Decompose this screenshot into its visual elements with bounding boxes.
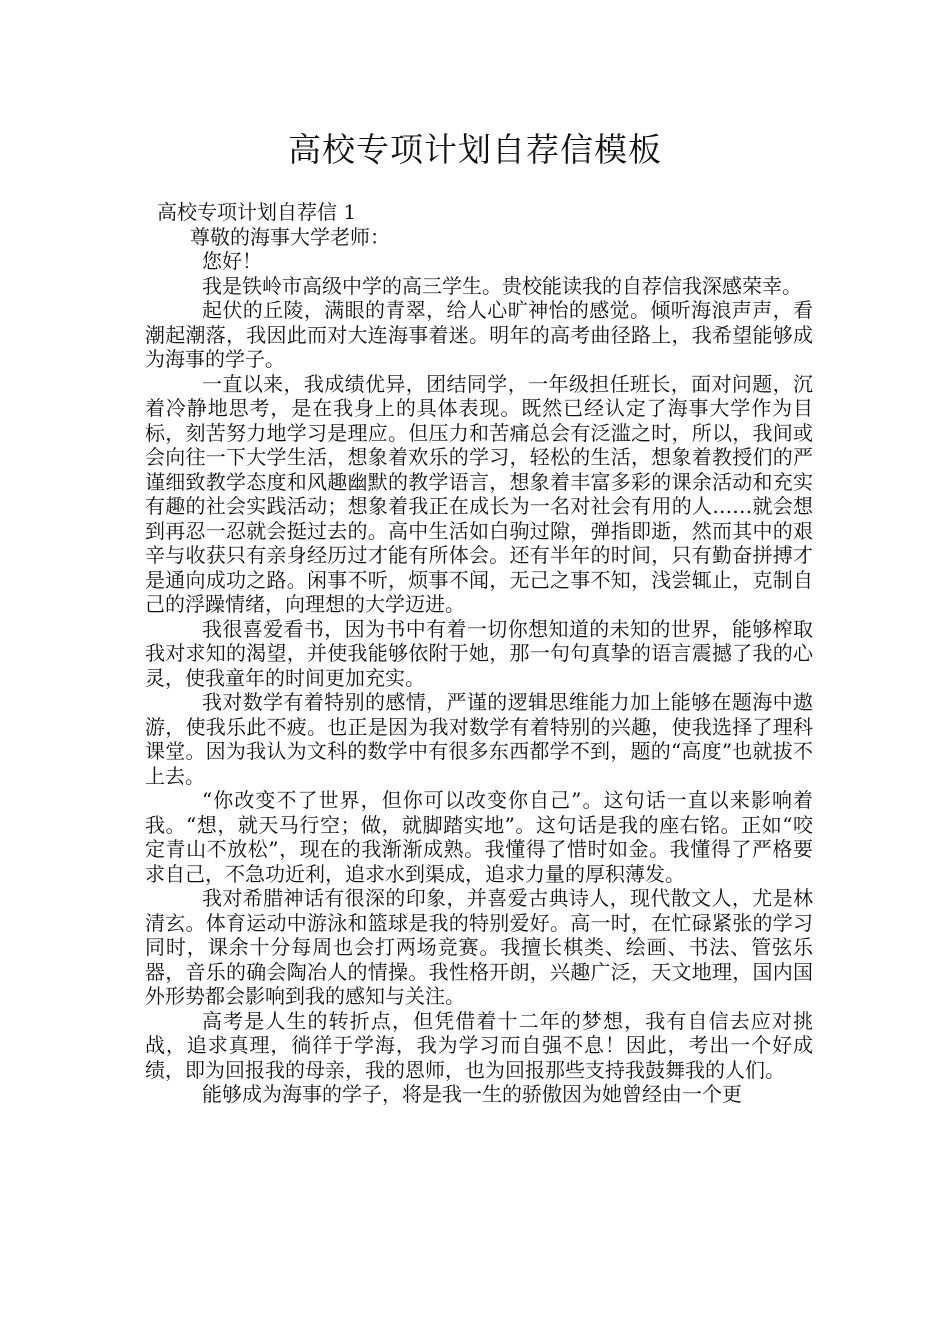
letter-subtitle: 高校专项计划自荐信 1 <box>157 200 357 224</box>
paragraph: 我对希腊神话有很深的印象，并喜爱古典诗人，现代散文人，尤是林清玄。体育运动中游泳和篮球是我的特别爱好。高一时，在忙碌紧张的学习同时，课余十分每周也会打两场竞赛。我擅长棋类、绘画、书法、管弦乐器，音乐的确会陶冶人的情操。我性格开朗，兴趣广泛，天文地理，国内国外形势都会影响到我的感知与关注。 <box>145 886 813 1008</box>
paragraph: 我是铁岭市高级中学的高三学生。贵校能读我的自荐信我深感荣幸。 <box>202 273 802 298</box>
paragraph: 高考是人生的转折点，但凭借着十二年的梦想，我有自信去应对挑战，追求真理，徜徉于学海，我为学习而自强不息！因此，考出一个好成绩，即为回报我的母亲，我的恩师，也为回报那些支持我鼓舞我的人们。 <box>145 1008 813 1082</box>
document-body <box>145 200 813 1107</box>
paragraph: 我对数学有着特别的感情，严谨的逻辑思维能力加上能够在题海中遨游，使我乐此不疲。也正是因为我对数学有着特别的兴趣，使我选择了理科课堂。因为我认为文科的数学中有很多东西都学不到，题的“高度”也就拔不上去。 <box>145 690 813 788</box>
letter-salutation: 尊敬的海事大学老师： <box>190 224 390 249</box>
document-title: 高校专项计划自荐信模板 <box>288 130 662 169</box>
paragraph: 我很喜爱看书，因为书中有着一切你想知道的未知的世界，能够榨取我对求知的渴望，并使我能够依附于她，那一句句真挚的语言震撼了我的心灵，使我童年的时间更加充实。 <box>145 616 813 690</box>
paragraph: “你改变不了世界，但你可以改变你自己”。这句话一直以来影响着我。“想，就天马行空；做，就脚踏实地”。这句话是我的座右铭。正如“咬定青山不放松”，现在的我渐渐成熟。我懂得了惜时如金。我懂得了严格要求自己，不急功近利，追求水到渠成，追求力量的厚积薄发。 <box>145 788 813 886</box>
paragraph: 能够成为海事的学子，将是我一生的骄傲因为她曾经由一个更 <box>202 1082 742 1106</box>
paragraph: 一直以来，我成绩优异，团结同学，一年级担任班长，面对问题，沉着冷静地思考，是在我身上的具体表现。既然已经认定了海事大学作为目标，刻苦努力地学习是理应。但压力和苦痛总会有泛滥之时，所以，我间或会向往一下大学生活，想象着欢乐的学习，轻松的生活，想象着教授们的严谨细致教学态度和风趣幽默的教学语言，想象着丰富多彩的课余活动和充实有趣的社会实践活动；想象着我正在成长为一名对社会有用的人……就会想到再忍一忍就会挺过去的。高中生活如白驹过隙，弹指即逝，然而其中的艰辛与收获只有亲身经历过才能有所体会。还有半年的时间，只有勤奋拼搏才是通向成功之路。闲事不听，烦事不闻，无己之事不知，浅尝辄止，克制自己的浮躁情绪，向理想的大学迈进。 <box>145 371 813 616</box>
paragraph: 起伏的丘陵，满眼的青翠，给人心旷神怡的感觉。倾听海浪声声，看潮起潮落，我因此而对大连海事着迷。明年的高考曲径路上，我希望能够成为海事的学子。 <box>145 298 813 371</box>
paragraph-greeting: 您好！ <box>202 249 262 273</box>
